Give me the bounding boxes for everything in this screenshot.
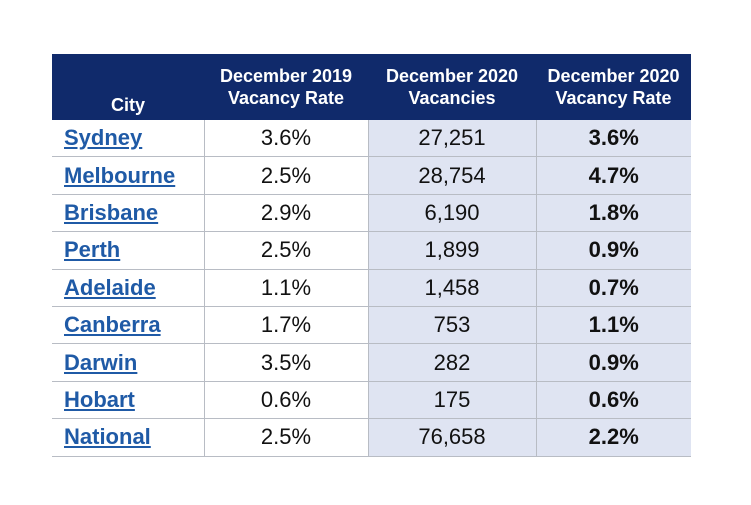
city-link-melbourne[interactable]: Melbourne	[64, 162, 176, 188]
rate-2020-cell: 0.9%	[536, 232, 691, 269]
city-link-canberra[interactable]: Canberra	[64, 312, 161, 338]
city-link-adelaide[interactable]: Adelaide	[64, 274, 156, 300]
vacancies-2020-cell: 27,251	[368, 120, 536, 157]
city-link-national[interactable]: National	[64, 424, 151, 450]
header-dec-2020-rate	[536, 54, 691, 120]
header-dec-2019-rate	[204, 54, 368, 120]
city-cell	[52, 419, 204, 456]
rate-2020-cell: 0.6%	[536, 381, 691, 418]
city-cell	[52, 194, 204, 231]
rate-2020-cell: 1.1%	[536, 306, 691, 343]
header-row	[52, 54, 691, 120]
city-cell	[52, 157, 204, 194]
vacancies-2020-cell: 76,658	[368, 419, 536, 456]
header-dec-2019-rate-line-1: December 2019	[219, 66, 353, 86]
rate-2019-cell: 2.5%	[204, 232, 368, 269]
header-dec-2019-rate-line-2: Vacancy Rate	[227, 88, 345, 108]
table-row	[52, 157, 691, 194]
rate-2020-cell: 0.9%	[536, 344, 691, 381]
city-link-hobart[interactable]: Hobart	[64, 386, 135, 412]
rate-2019-cell: 1.7%	[204, 306, 368, 343]
rate-2019-cell: 3.5%	[204, 344, 368, 381]
rate-2020-cell: 2.2%	[536, 419, 691, 456]
vacancies-2020-cell: 753	[368, 306, 536, 343]
vacancies-2020-cell: 175	[368, 381, 536, 418]
city-cell	[52, 269, 204, 306]
header-dec-2020-rate-line-2: Vacancy Rate	[555, 88, 672, 108]
header-city-line-1: City	[110, 95, 145, 115]
rate-2019-cell: 3.6%	[204, 120, 368, 157]
city-cell	[52, 120, 204, 157]
table-row	[52, 344, 691, 381]
table-row	[52, 306, 691, 343]
vacancy-table-container	[52, 54, 691, 457]
rate-2019-cell: 2.5%	[204, 157, 368, 194]
vacancies-2020-cell: 282	[368, 344, 536, 381]
header-dec-2020-rate-line-1: December 2020	[547, 66, 680, 86]
table-row	[52, 120, 691, 157]
rate-2019-cell: 0.6%	[204, 381, 368, 418]
city-link-darwin[interactable]: Darwin	[64, 349, 138, 375]
rate-2020-cell: 4.7%	[536, 157, 691, 194]
city-cell	[52, 344, 204, 381]
table-row	[52, 194, 691, 231]
table-row	[52, 269, 691, 306]
city-cell	[52, 381, 204, 418]
vacancies-2020-cell: 28,754	[368, 157, 536, 194]
rate-2019-cell: 1.1%	[204, 269, 368, 306]
vacancies-2020-cell: 6,190	[368, 194, 536, 231]
rate-2020-cell: 1.8%	[536, 194, 691, 231]
city-link-brisbane[interactable]: Brisbane	[64, 199, 159, 225]
city-link-sydney[interactable]: Sydney	[64, 125, 143, 151]
rate-2019-cell: 2.9%	[204, 194, 368, 231]
table-row	[52, 419, 691, 456]
table-row	[52, 381, 691, 418]
rate-2020-cell: 3.6%	[536, 120, 691, 157]
header-dec-2020-vacancies-line-1: December 2020	[385, 66, 519, 86]
table-row	[52, 232, 691, 269]
vacancy-table	[52, 54, 691, 457]
vacancies-2020-cell: 1,899	[368, 232, 536, 269]
header-dec-2020-vacancies-line-2: Vacancies	[408, 88, 496, 108]
rate-2019-cell: 2.5%	[204, 419, 368, 456]
city-cell	[52, 232, 204, 269]
rate-2020-cell: 0.7%	[536, 269, 691, 306]
header-dec-2020-vacancies	[368, 54, 536, 120]
header-city	[52, 54, 204, 120]
vacancies-2020-cell: 1,458	[368, 269, 536, 306]
city-cell	[52, 306, 204, 343]
city-link-perth[interactable]: Perth	[64, 237, 121, 263]
